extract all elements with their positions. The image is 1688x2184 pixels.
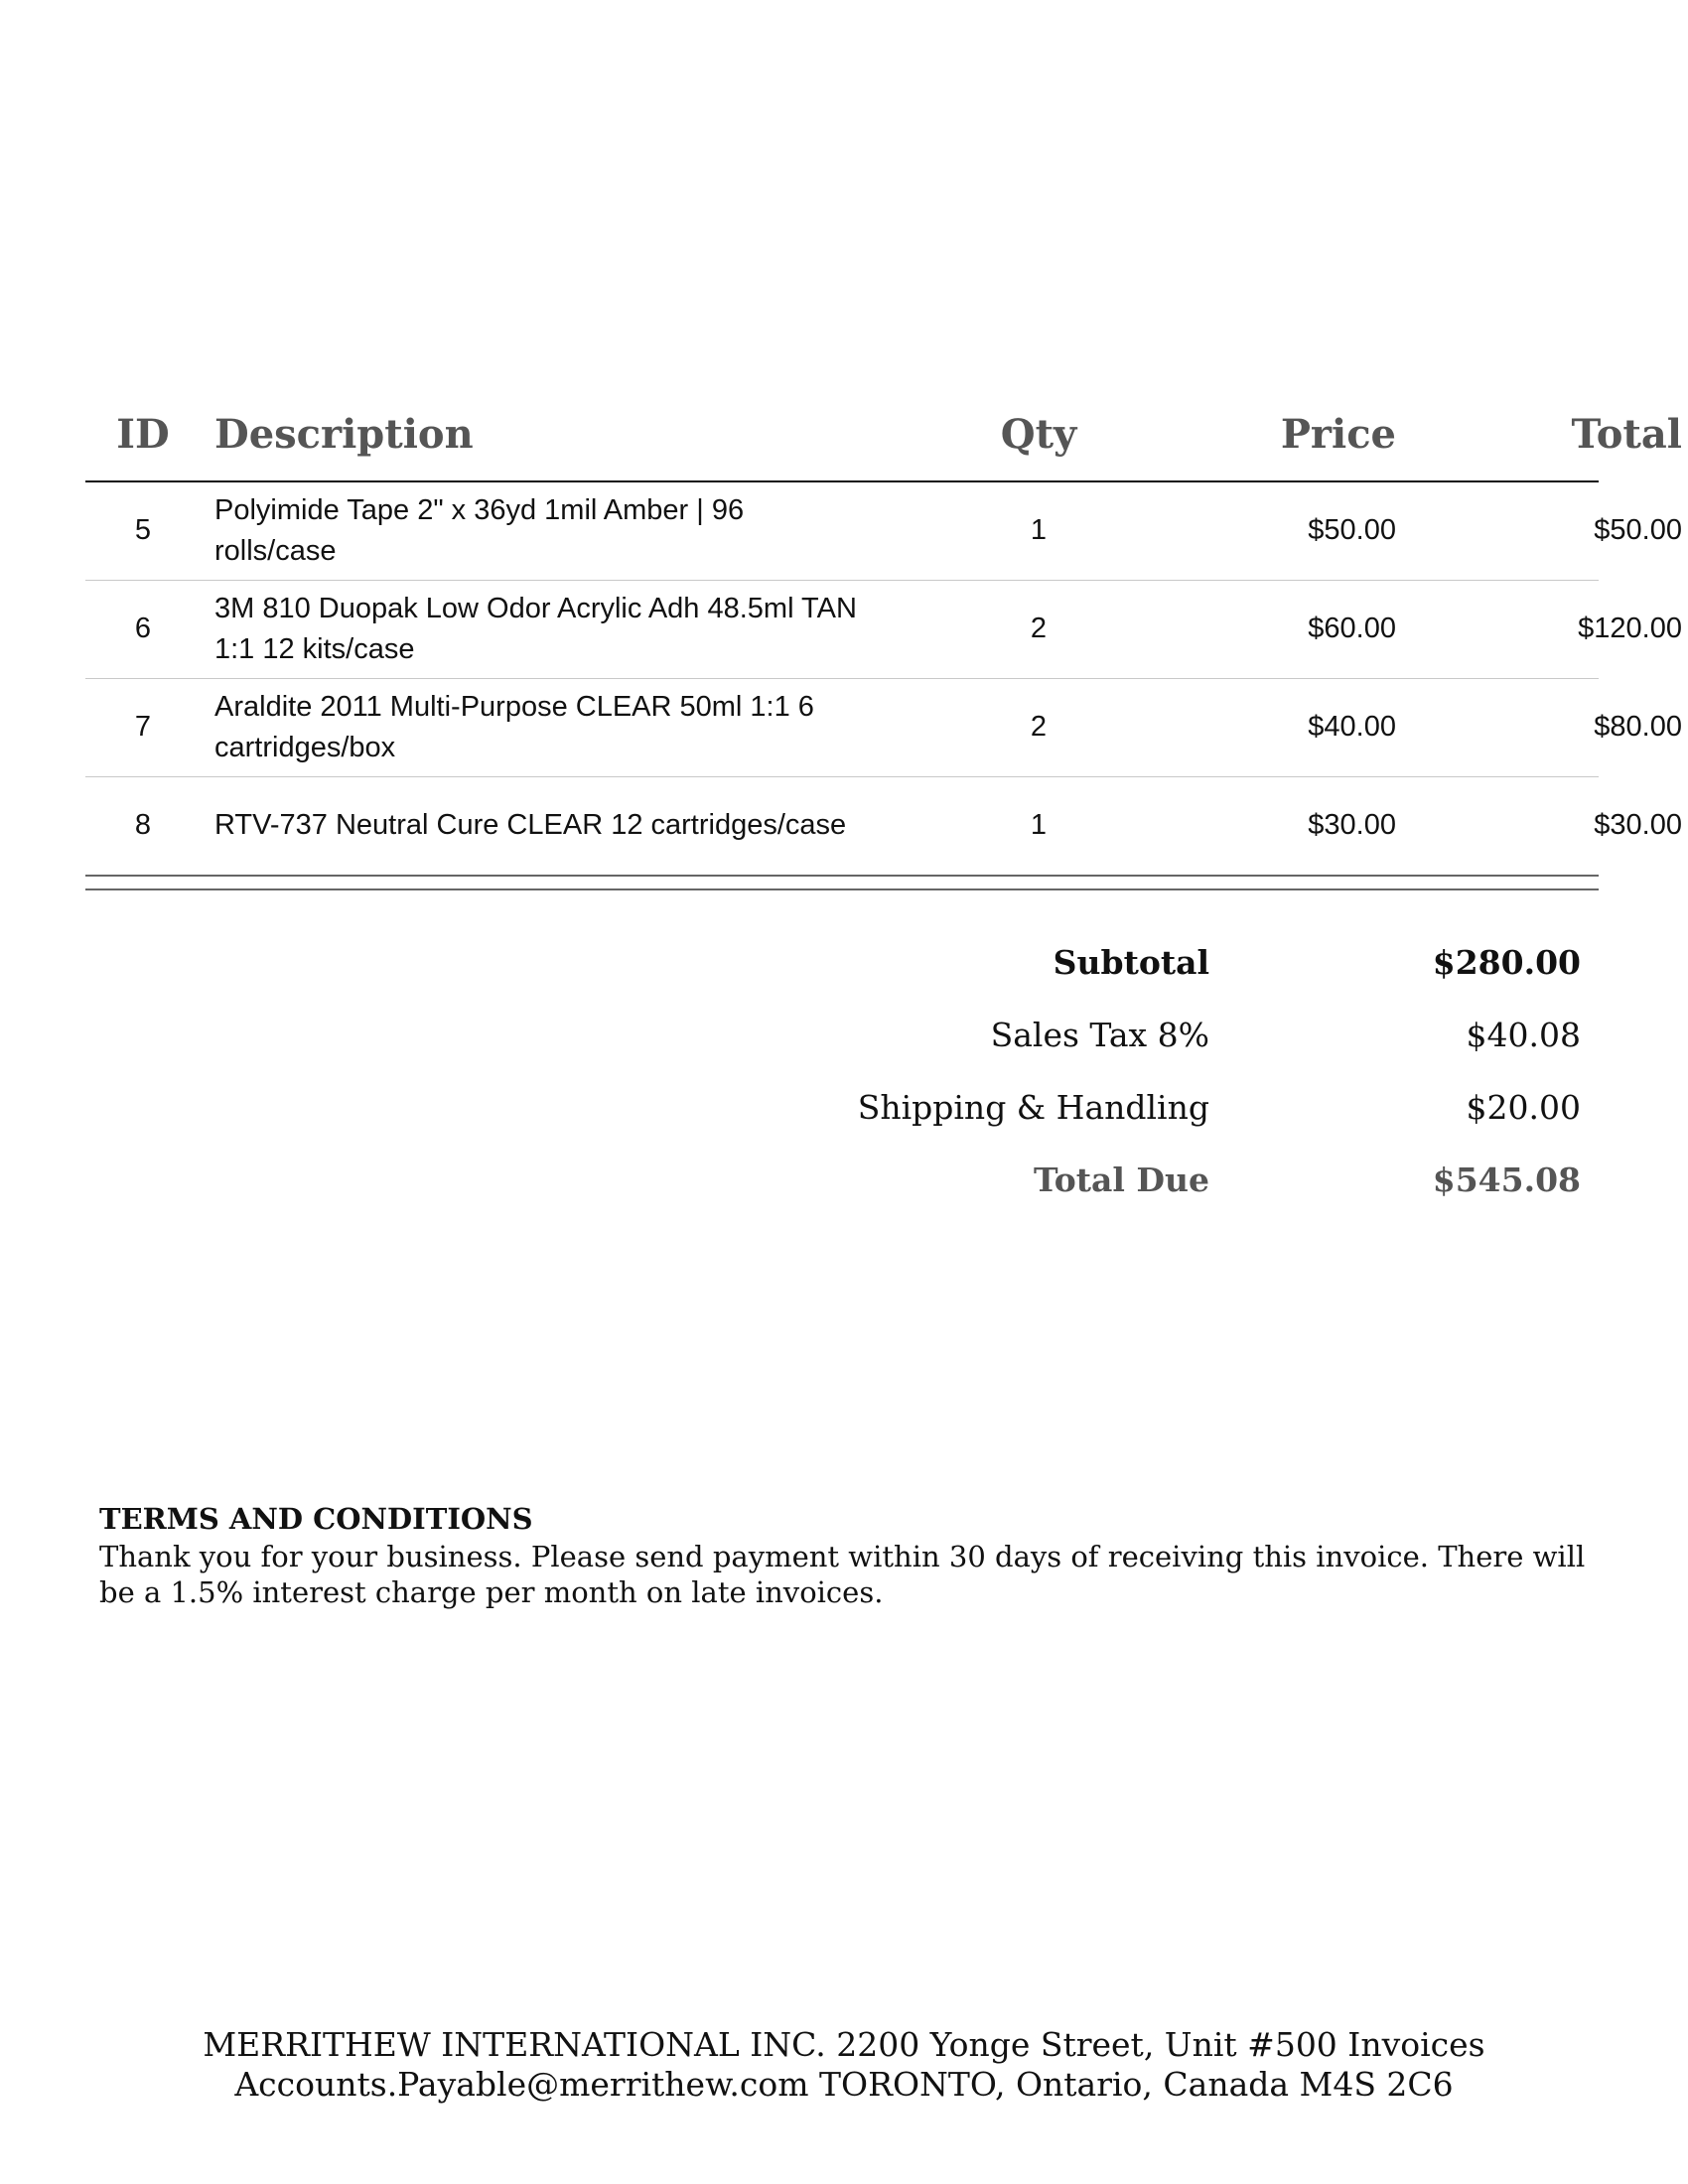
cell-total: $30.00 — [1594, 809, 1682, 841]
total-due-value: $545.08 — [1432, 1160, 1581, 1199]
header-id: ID — [116, 411, 170, 458]
cell-price: $30.00 — [1308, 809, 1396, 841]
terms-title: TERMS AND CONDITIONS — [99, 1502, 533, 1536]
cell-price: $60.00 — [1308, 613, 1396, 644]
total-due-row — [894, 1159, 1589, 1231]
total-due-label: Total Due — [1033, 1160, 1209, 1199]
header-total: Total — [1571, 411, 1682, 458]
footer-line-1: MERRITHEW INTERNATIONAL INC. 2200 Yonge Street, Unit #500 Invoices — [203, 2025, 1485, 2064]
shipping-value: $20.00 — [1466, 1088, 1581, 1127]
tax-row — [894, 1014, 1589, 1086]
terms-body: Thank you for your business. Please send payment within 30 days of receiving this invoice. There will be a 1.5% interest charge per month on late invoices. — [99, 1540, 1586, 1609]
cell-id: 5 — [134, 514, 152, 546]
subtotal-row — [894, 941, 1589, 1014]
table-row — [85, 679, 1682, 777]
cell-price: $50.00 — [1308, 514, 1396, 546]
header-price: Price — [1280, 411, 1396, 458]
cell-description: RTV-737 Neutral Cure CLEAR 12 cartridges/case — [214, 809, 847, 841]
cell-id: 8 — [134, 809, 152, 841]
shipping-row — [857, 1086, 1589, 1159]
table-header — [85, 397, 1682, 482]
tax-label: Sales Tax 8% — [990, 1016, 1209, 1054]
cell-qty: 2 — [1030, 711, 1048, 743]
cell-description: Araldite 2011 Multi-Purpose CLEAR 50ml 1:1 6 cartridges/box — [214, 691, 814, 763]
cell-total: $50.00 — [1594, 514, 1682, 546]
terms-section — [99, 1499, 1589, 1610]
footer-line-2: Accounts.Payable@merrithew.com TORONTO, Ontario, Canada M4S 2C6 — [234, 2065, 1454, 2104]
table-footer-rule — [85, 877, 1599, 890]
shipping-label: Shipping & Handling — [857, 1088, 1209, 1127]
cell-description: 3M 810 Duopak Low Odor Acrylic Adh 48.5ml TAN 1:1 12 kits/case — [214, 593, 857, 665]
tax-value: $40.08 — [1466, 1016, 1581, 1054]
table-row — [85, 482, 1682, 581]
totals-summary — [857, 941, 1589, 1231]
cell-id: 7 — [134, 711, 152, 743]
header-qty: Qty — [1000, 411, 1077, 458]
table-row — [85, 581, 1682, 679]
table-row — [85, 777, 1682, 877]
cell-total: $80.00 — [1594, 711, 1682, 743]
company-footer — [0, 2025, 1688, 2105]
line-items-table — [85, 397, 1682, 890]
subtotal-value: $280.00 — [1432, 943, 1581, 982]
subtotal-label: Subtotal — [1053, 943, 1209, 982]
cell-qty: 2 — [1030, 613, 1048, 644]
cell-id: 6 — [134, 613, 152, 644]
cell-description: Polyimide Tape 2" x 36yd 1mil Amber | 96 rolls/case — [214, 494, 745, 567]
cell-total: $120.00 — [1578, 613, 1682, 644]
cell-qty: 1 — [1030, 809, 1048, 841]
header-description: Description — [214, 411, 474, 458]
cell-qty: 1 — [1030, 514, 1048, 546]
divider — [85, 888, 1599, 890]
cell-price: $40.00 — [1308, 711, 1396, 743]
